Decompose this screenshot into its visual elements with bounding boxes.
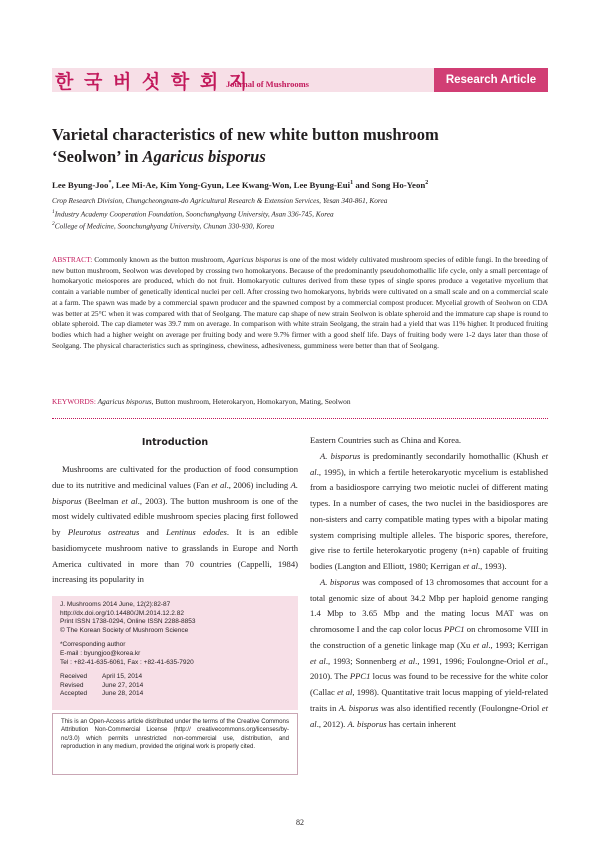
phone-fax: Tel : +82-41-635-6061, Fax : +82-41-635-7920 (60, 658, 194, 666)
doi-link[interactable]: http://dx.doi.org/10.14480/JM.2014.12.2.82 (60, 609, 184, 617)
section-divider (52, 418, 548, 419)
right-paragraph-1: A. bisporus is predominantly secondarily homothallic (Khush et al., 1995), in which a fertile heterokaryotic mycelium is established from a basidiospore carrying two meiotic nuclei of different mating types. In a number of cases, the two nuclei in the basidiospores are non-sisters and carry compatible mating types with a bipolar mating system comprising multiple alleles. The bisporic spores, therefore, give rise to fertile heterokaryotic progeny (n+n) capable of fruiting bodies (Langton and Elliott, 1980; Kerrigan et al., 1993). (310, 450, 548, 571)
page-number: 82 (296, 818, 304, 827)
date-received: Received April 15, 2014 (60, 673, 143, 681)
article-type-badge: Research Article (434, 68, 548, 92)
corresponding-author: *Corresponding author (60, 641, 126, 649)
open-access-notice: This is an Open-Access article distributed under the terms of the Creative Commons Attribution Non-Commercial License (http:// creativecommons.org/licenses/by-nc/3.0) which permits unrestricted non-commercial use, distribution, and reproduction in any medium, provided the original work is properly cited. (52, 713, 298, 775)
right-paragraph-0: Eastern Countries such as China and Korea. (310, 435, 462, 445)
keywords-label: KEYWORDS: (52, 397, 96, 406)
affiliation-1: $^1$Industry Academy Cooperation Foundation, Soonchunghyang University, Asan 336-745, Korea (52, 208, 334, 218)
journal-title-english: Journal of Mushrooms (226, 79, 309, 89)
keywords: KEYWORDS: Agaricus bisporus, Button mushroom, Heterokaryon, Homokaryon, Mating, Seolwon (52, 397, 351, 406)
affiliations (52, 196, 552, 232)
abstract: ABSTRACT: Commonly known as the button mushroom, Agaricus bisporus is one of the most widely cultivated mushroom species of edible fungi. In the breeding of new button mushroom, Seolwon was developed by crossing two homokaryons. Because of the predominantly pseudohomothallic life cycle, only a small percentage of homokaryotic meiospores are produced, which do not fruit. Homokaryotic cultures derived from these types of single spores produce a vegetative mycelium that contain a variable number of genetically identical nuclei per cell. After crossing two homokaryons, hybrids were cultivated on a small scale and on a commercial scale at a farm. The spawn was made by a commercial spawn producer and the spawned compost by a commercial compost producer. Mycelial growth of Seolwon on CDA was better at 25°C when it was compared with that of Seolgang. The mature cap shape of new strain Seolwon is oblate spheroid and the immature cap shape is round to oblate spheroid. The cap diameter was 39.7 mm on average. In comparison with white strain Seolgang, the strain had a yield that was 11% higher. It produced fruiting bodies which had a higher weight on average per fruiting body and were 9.7% firmer with a good shelf life. Days of fruiting body were 1-2 days later than those of Seolgang. The physical characteristics such as springiness, chewiness, adhesiveness, gumminess were better than that of Seolgang. (52, 255, 549, 350)
section-heading-introduction: Introduction (141, 437, 209, 448)
affiliation-0: Crop Research Division, Chungcheongnam-do Agricultural Research & Extension Services, Yesan 340-861, Korea (52, 196, 388, 205)
author-list: Lee Byung-Joo*, Lee Mi-Ae, Kim Yong-Gyun, Lee Kwang-Won, Lee Byung-Eui$^1$ and Song Ho-Yeon$^2$ (52, 180, 429, 190)
article-info-box (52, 596, 298, 710)
title-line-1: Varietal characteristics of new white button mushroom (52, 125, 439, 144)
right-paragraph-2: A. bisporus was composed of 13 chromosomes that account for a total genomic size of about 34.2 Mbp per haploid genome ranging 1.4 Mbp to 3.65 Mbp and the mating locus MAT was on chromosome I and the cap color locus PPC1 on chromosome VIII in the construction of a genetic linkage map (Xu et al., 1993; Kerrigan et al., 1993; Sonnenberg et al., 1991, 1996; Foulongne-Oriol et al., 2010). The PPC1 locus was found to be recessive for the white color (Callac et al, 1998). Quantitative trait locus mapping of yield-related traits in A. bisporus was also identified recently (Foulongne-Oriol et al., 2012). A. bisporus has certain inherent (310, 576, 548, 729)
article-title (52, 124, 522, 168)
email[interactable]: E-mail : byungjoo@korea.kr (60, 649, 141, 657)
intro-paragraph-1: Mushrooms are cultivated for the production of food consumption due to its nutritive and medicinal values (Fan et al., 2006) including A. bisporus (Beelman et al., 2003). The button mushroom is one of the most widely cultivated edible mushroom species placing first followed by Pleurotus ostreatus and Lentinus edodes. It is an edible basidiomycete mushroom native to grasslands in Europe and North America cultivated in more than 70 countries (Cappelli, 1984) increasing its popularity in (52, 464, 298, 585)
date-accepted: Accepted June 28, 2014 (60, 690, 144, 698)
affiliation-2: $^2$College of Medicine, Soonchunghyang University, Chunan 330-930, Korea (52, 221, 275, 231)
issn: Print ISSN 1738-0294, Online ISSN 2288-8853 (60, 618, 196, 626)
date-revised: Revised June 27, 2014 (60, 681, 144, 689)
abstract-label: ABSTRACT: (52, 255, 93, 264)
right-column-text (310, 433, 548, 732)
left-column-text (52, 462, 298, 588)
title-line-2: ‘Seolwon’ in Agaricus bisporus (52, 147, 266, 166)
copyright: © The Korean Society of Mushroom Science (60, 626, 189, 634)
citation: J. Mushrooms 2014 June, 12(2):82-87 (60, 601, 171, 608)
journal-title-korean: 한 국 버 섯 학 회 지 (55, 71, 250, 93)
